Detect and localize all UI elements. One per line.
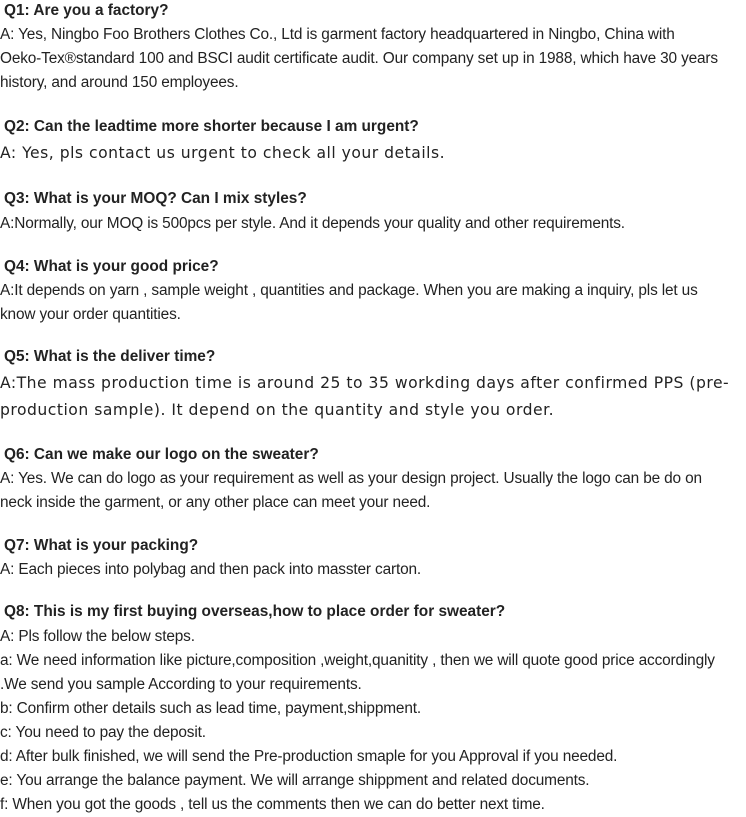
faq-answer-8-step-e: e: You arrange the balance payment. We will arrange shippment and related documents. — [0, 772, 590, 789]
faq-answer-6-line-1: A: Yes. We can do logo as your requirement as well as your design project. Usually the logo can be do on — [0, 470, 702, 487]
faq-answer-4-line-1: A:It depends on yarn , sample weight , quantities and package. When you are making a inquiry, pls let us — [0, 282, 698, 299]
faq-question-3: Q3: What is your MOQ? Can I mix styles? — [4, 190, 307, 207]
faq-question-1: Q1: Are you a factory? — [4, 2, 169, 19]
faq-question-6: Q6: Can we make our logo on the sweater? — [4, 446, 319, 463]
faq-question-4: Q4: What is your good price? — [4, 258, 219, 275]
faq-answer-2-line-1: A: Yes, pls contact us urgent to check all your details. — [0, 144, 446, 162]
faq-answer-8-step-a-cont: .We send you sample According to your requirements. — [0, 676, 362, 693]
faq-answer-8-line-1: A: Pls follow the below steps. — [0, 628, 195, 645]
faq-answer-6-line-2: neck inside the garment, or any other place can meet your need. — [0, 494, 431, 511]
faq-answer-5-line-2: production sample). It depend on the quantity and style you order. — [0, 401, 555, 419]
faq-answer-5-line-1: A:The mass production time is around 25 to 35 workding days after confirmed PPS (pre- — [0, 374, 730, 392]
faq-question-7: Q7: What is your packing? — [4, 537, 199, 554]
faq-answer-8-step-f: f: When you got the goods , tell us the comments then we can do better next time. — [0, 796, 545, 813]
faq-answer-8-step-c: c: You need to pay the deposit. — [0, 724, 206, 741]
faq-answer-1-line-3: history, and around 150 employees. — [0, 74, 239, 91]
faq-answer-8-step-d: d: After bulk finished, we will send the Pre-production smaple for you Approval if you needed. — [0, 748, 618, 765]
faq-answer-7-line-1: A: Each pieces into polybag and then pack into masster carton. — [0, 561, 422, 578]
faq-answer-4-line-2: know your order quantities. — [0, 306, 181, 323]
faq-question-2: Q2: Can the leadtime more shorter because I am urgent? — [4, 118, 419, 135]
faq-question-5: Q5: What is the deliver time? — [4, 348, 216, 365]
faq-answer-1-line-2: Oeko-Tex®standard 100 and BSCI audit certificate audit. Our company set up in 1988, which have 30 years — [0, 50, 718, 67]
faq-answer-8-step-a: a: We need information like picture,composition ,weight,quanitity , then we will quote good price accordingly — [0, 652, 715, 669]
faq-answer-8-step-b: b: Confirm other details such as lead time, payment,shippment. — [0, 700, 421, 717]
faq-answer-3-line-1: A:Normally, our MOQ is 500pcs per style. And it depends your quality and other requirements. — [0, 215, 625, 232]
faq-question-8: Q8: This is my first buying overseas,how to place order for sweater? — [4, 603, 506, 620]
faq-answer-1-line-1: A: Yes, Ningbo Foo Brothers Clothes Co., Ltd is garment factory headquartered in Ningbo, China with — [0, 26, 675, 43]
